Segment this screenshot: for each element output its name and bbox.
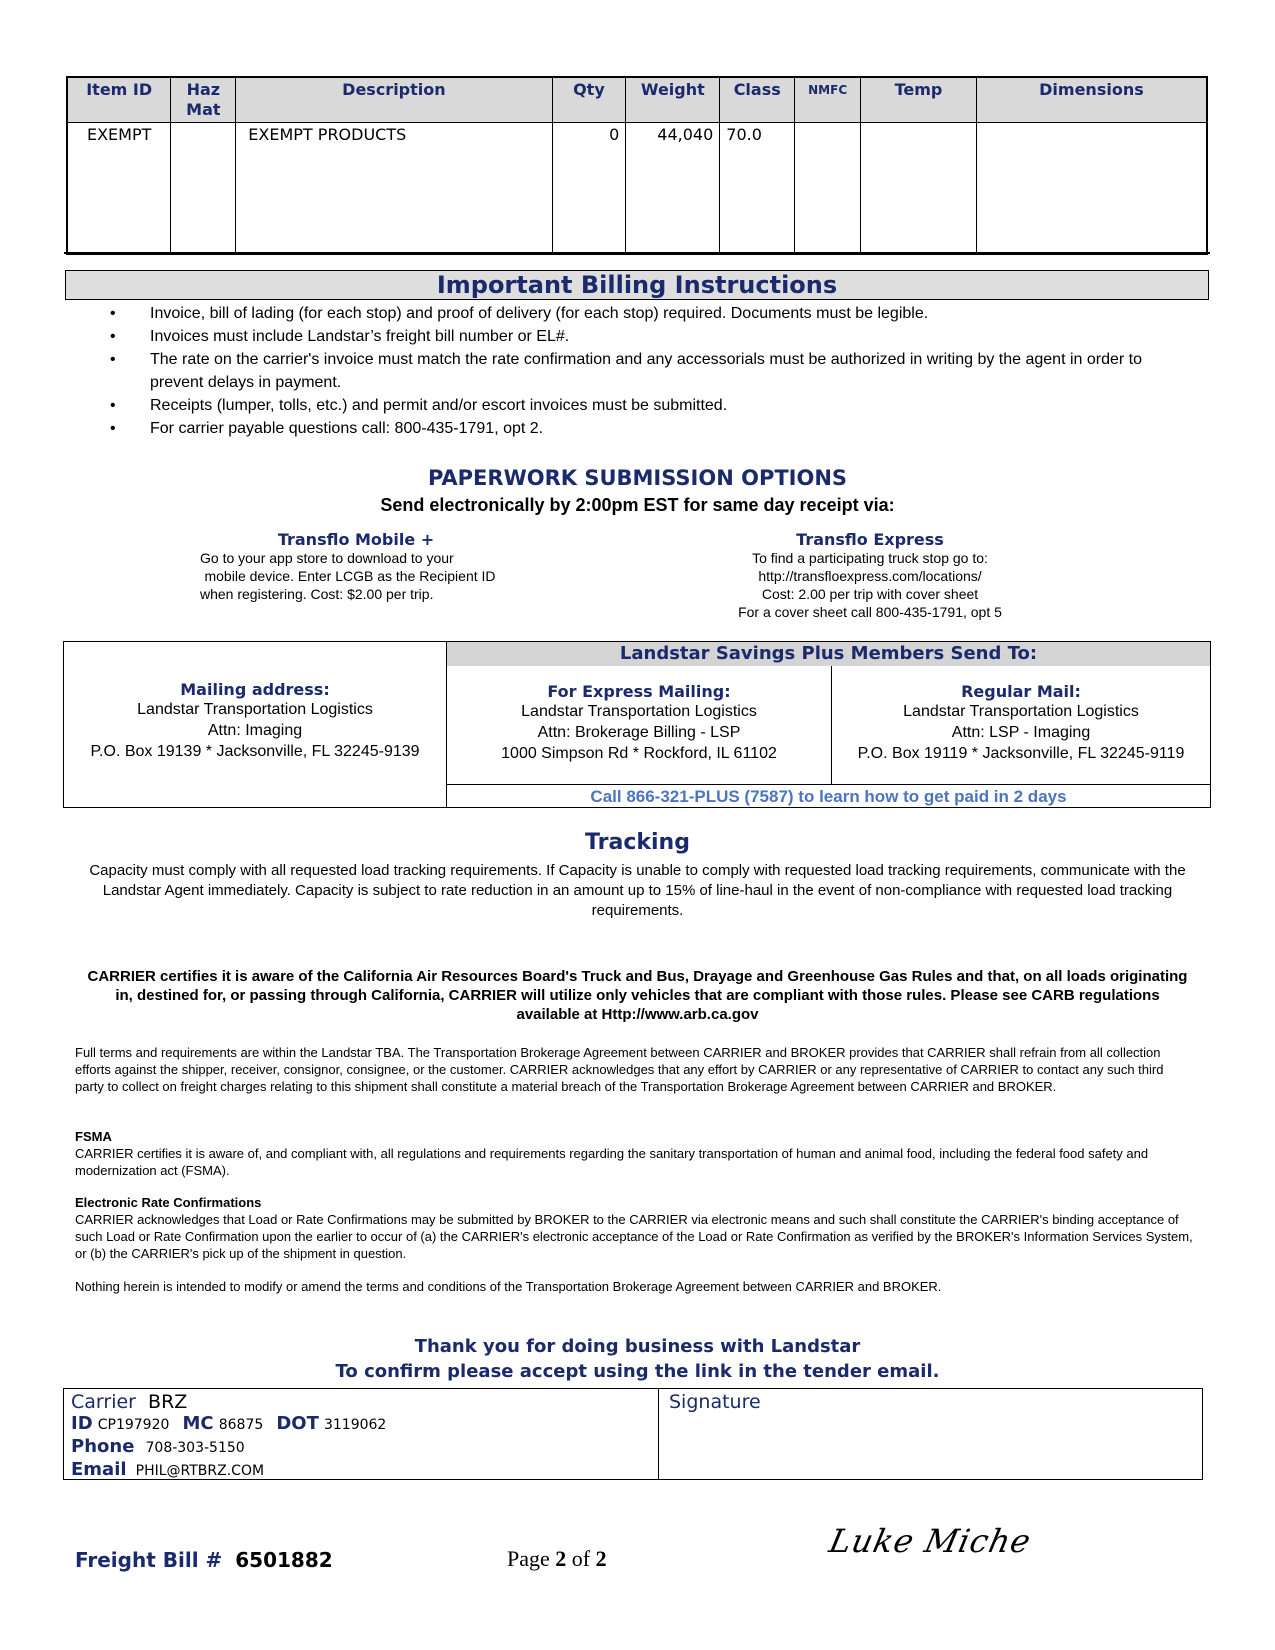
tracking-title: Tracking: [585, 830, 690, 855]
express-mailing-line3: 1000 Simpson Rd * Rockford, IL 61102: [501, 745, 777, 762]
fsma-text: CARRIER certifies it is aware of, and compliant with, all regulations and requirements regarding the sanitary transportation of human and animal food, including the federal food safety and modernization act (FSMA).: [75, 1146, 1149, 1178]
regular-mail-block: [832, 666, 1210, 784]
phone-value: 708-303-5150: [145, 1440, 245, 1456]
erc-title: Electronic Rate Confirmations: [75, 1195, 262, 1210]
cell-dimensions: [976, 123, 1207, 254]
freight-bill-label: Freight Bill #: [75, 1548, 223, 1572]
regular-mail-line3: P.O. Box 19119 * Jacksonville, FL 32245-9119: [857, 745, 1185, 762]
savings-plus-header: Landstar Savings Plus Members Send To:: [447, 642, 1210, 666]
transflo-express-url[interactable]: http://transfloexpress.com/locations/: [758, 568, 982, 584]
col-haz-mat: Haz Mat: [171, 77, 236, 123]
page-current: 2: [555, 1546, 567, 1571]
signature-image: Luke Miche: [825, 1522, 1035, 1560]
transflo-mobile-line1: Go to your app store to download to your: [200, 550, 454, 566]
transflo-express-line4: For a cover sheet call 800-435-1791, opt 5: [738, 604, 1002, 620]
list-item: • Invoices must include Landstar’s freight bill number or EL#.: [110, 325, 1190, 348]
signature-area[interactable]: [659, 1389, 1202, 1479]
billing-title: Important Billing Instructions: [65, 270, 1209, 300]
tracking-text: Capacity must comply with all requested load tracking requirements. If Capacity is unable to comply with requested load tracking requirements, communicate with the Landstar Agent immediately. Capacity is subject to rate reduction in an amount up to 15% of line-haul in the event of non-compliance with requested load tracking requirements.: [89, 862, 1186, 919]
regular-mail-line1: Landstar Transportation Logistics: [903, 703, 1139, 720]
cell-class: 70.0: [720, 123, 795, 254]
freight-bill-number: 6501882: [235, 1548, 333, 1572]
nothing-herein-text: Nothing herein is intended to modify or amend the terms and conditions of the Transportation Brokerage Agreement between CARRIER and BROKER.: [75, 1279, 942, 1294]
mailing-line1: Landstar Transportation Logistics: [137, 701, 373, 718]
col-nmfc: NMFC: [795, 77, 861, 123]
list-item: • For carrier payable questions call: 800-435-1791, opt 2.: [110, 417, 1190, 440]
express-mailing-line1: Landstar Transportation Logistics: [521, 703, 757, 720]
list-item: • Invoice, bill of lading (for each stop) and proof of delivery (for each stop) required. Documents must be legible.: [110, 302, 1190, 325]
mailing-box: [63, 641, 1211, 808]
cell-item-id: EXEMPT: [67, 123, 171, 254]
col-weight: Weight: [626, 77, 720, 123]
carrier-ids-row: [71, 1413, 651, 1436]
items-table: [66, 76, 1208, 255]
col-item-id: Item ID: [67, 77, 171, 123]
thanks-line2: To confirm please accept using the link in the tender email.: [335, 1361, 940, 1382]
page-prefix: Page: [507, 1546, 550, 1571]
list-item: • Receipts (lumper, tolls, etc.) and permit and/or escort invoices must be submitted.: [110, 394, 1190, 417]
transflo-mobile-line3: when registering. Cost: $2.00 per trip.: [200, 586, 434, 602]
mailing-address-title: Mailing address:: [180, 680, 330, 699]
savings-plus-call-link[interactable]: Call 866-321-PLUS (7587) to learn how to get paid in 2 days: [447, 784, 1210, 808]
email-value: PHIL@RTBRZ.COM: [135, 1463, 265, 1479]
express-mailing-block: [447, 666, 832, 784]
fsma-title: FSMA: [75, 1129, 112, 1144]
full-terms-text: Full terms and requirements are within the Landstar TBA. The Transportation Brokerage Agreement between CARRIER and BROKER provides that CARRIER shall refrain from all collection efforts against the shipper, receiver, consignor, consignee, or the customer. CARRIER acknowledges that any effort by CARRIER or any representative of CARRIER to contact any such third party to collect on freight charges relating to this shipment shall constitute a material breach of the Transportation Brokerage Agreement between CARRIER and BROKER.: [75, 1045, 1164, 1094]
phone-label: Phone: [71, 1436, 135, 1457]
billing-list: [110, 302, 1190, 440]
col-temp: Temp: [861, 77, 977, 123]
items-header-row: [67, 77, 1207, 123]
transflo-express-line3: Cost: 2.00 per trip with cover sheet: [761, 586, 979, 602]
carrier-phone-row: [71, 1436, 651, 1459]
carrier-label: Carrier: [71, 1391, 136, 1413]
carrier-name-row: [71, 1391, 651, 1413]
paperwork-title: PAPERWORK SUBMISSION OPTIONS: [427, 466, 848, 490]
freight-bill: [75, 1548, 333, 1572]
cell-qty: 0: [552, 123, 626, 254]
id-value: CP197920: [97, 1417, 170, 1433]
dot-label: DOT: [276, 1413, 319, 1434]
mailing-line3: P.O. Box 19139 * Jacksonville, FL 32245-9139: [90, 743, 420, 760]
carrier-email-row: [71, 1459, 651, 1482]
paperwork-subtitle: Send electronically by 2:00pm EST for same day receipt via:: [380, 495, 895, 515]
regular-mail-line2: Attn: LSP - Imaging: [951, 724, 1091, 741]
cell-weight: 44,040: [626, 123, 720, 254]
mc-value: 86875: [218, 1417, 264, 1433]
transflo-express-title: Transflo Express: [796, 530, 944, 549]
carrier-value: BRZ: [148, 1391, 188, 1413]
cell-nmfc: [795, 123, 861, 254]
page-total: 2: [595, 1546, 607, 1571]
express-mailing-title: For Express Mailing:: [547, 682, 731, 701]
table-bottom-rule: [64, 252, 1210, 254]
mailing-address-block: [64, 642, 447, 807]
thanks-line1: Thank you for doing business with Landstar: [414, 1336, 861, 1357]
transflo-mobile-line2: mobile device. Enter LCGB as the Recipient ID: [204, 568, 496, 584]
carrier-info: [64, 1389, 659, 1479]
page-of: of: [571, 1546, 591, 1571]
carb-certification: CARRIER certifies it is aware of the California Air Resources Board's Truck and Bus, Drayage and Greenhouse Gas Rules and that, on all loads originating in, destined for, or passing through California, CARRIER will utilize only vehicles that are compliant with those rules. Please see CARB regulations available at Http://www.arb.ca.gov: [87, 968, 1188, 1023]
dot-value: 3119062: [323, 1417, 387, 1433]
cell-temp: [861, 123, 977, 254]
mc-label: MC: [182, 1413, 214, 1434]
col-dimensions: Dimensions: [976, 77, 1207, 123]
table-row: [67, 123, 1207, 254]
col-description: Description: [236, 77, 552, 123]
regular-mail-title: Regular Mail:: [961, 682, 1081, 701]
list-item: • The rate on the carrier's invoice must match the rate confirmation and any accessorials must be authorized in writing by the agent in order to prevent delays in payment.: [110, 348, 1190, 394]
cell-haz-mat: [171, 123, 236, 254]
transflo-mobile-title: Transflo Mobile +: [277, 530, 435, 549]
col-class: Class: [720, 77, 795, 123]
id-label: ID: [71, 1413, 93, 1434]
carrier-box: [63, 1388, 1203, 1480]
page-number: [507, 1546, 607, 1572]
transflo-mobile-block: [140, 530, 560, 603]
col-qty: Qty: [552, 77, 626, 123]
signature-label: Signature: [669, 1391, 761, 1413]
transflo-express-line1: To find a participating truck stop go to:: [752, 550, 988, 566]
email-label: Email: [71, 1459, 127, 1480]
express-mailing-line2: Attn: Brokerage Billing - LSP: [537, 724, 741, 741]
mailing-line2: Attn: Imaging: [207, 722, 303, 739]
transflo-express-block: [660, 530, 1080, 621]
cell-description: EXEMPT PRODUCTS: [236, 123, 552, 254]
erc-text: CARRIER acknowledges that Load or Rate Confirmations may be submitted by BROKER to the CARRIER via electronic means and such shall constitute the CARRIER's binding acceptance of such Load or Rate Confirmation upon the earlier to occur of (a) the CARRIER's electronic acceptance of the Load or Rate Confirmation as verified by the BROKER's Information Services System, or (b) the CARRIER's pick up of the shipment in question.: [75, 1212, 1193, 1261]
